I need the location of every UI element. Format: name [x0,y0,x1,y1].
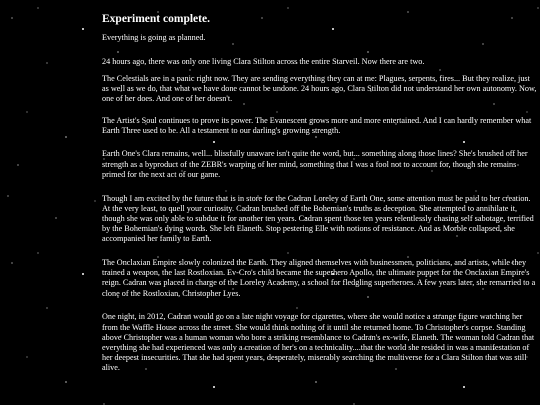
paragraph-artists-soul: The Artist's Soul continues to prove its power. The Evanescent grows more and more entertained. And I can hardly remember what Earth Three used to be. All a testament to our darling's growing strength. [102,115,532,135]
paragraph-onclaxian-empire: The Onclaxian Empire slowly colonized the Earth. They aligned themselves with businessmen, politicians, and artists, while they trained a weapon, the last Rostloxian. Ev-Cro's child became the superhero Apollo, the ultimate puppet for the Onclaxian Empire's reign. Cadran was placed in charge of the Loreley Academy, a school for fledgling superheroes. A few years later, she remarried to a clone of the Rostloxian, Christopher Lyes. [102,258,536,298]
paragraph-cadran-loreley: Though I am excited by the future that is in store for the Cadran Loreley of Earth One, some attention must be paid to her creation. At the very least, to quell your curiosity. Cadran brushed off the Bohemian's truths as deception. She attempted to annihilate it, though she was only able to subdue it for another ten years. Cadran spent those ten years relentlessly chasing self sabotage, terrified by the Bohemian's dying words. She left Elaneth. Stop pestering Elle with notions of resistance. And as Morble collapsed, she accompanied her family to Earth. [102,193,534,244]
paragraph-2012-night: One night, in 2012, Cadran would go on a late night voyage for cigarettes, where she would notice a strange figure watching her from the Waffle House across the street. She would think nothing of it until she returned home. To Christopher's corpse. Standing above Christopher was a human woman who bore a striking resemblance to Cadran's ex-wife, Elaneth. The woman told Cadran that everything she had experienced was only a creation of her's on a technicality....that the world she resided in was a manifestation of her deepest insecurities. That she had spent years, desperately, miserably searching the multiverse for a Clara Stilton that was still alive. [102,312,535,373]
document-body [102,13,538,387]
paragraph-status: Everything is going as planned. [102,33,206,42]
paragraphs [102,33,538,374]
paragraph-earth-one-clara: Earth One's Clara remains, well... blissfully unaware isn't quite the word, but... something along those lines? She's brushed off her strength as a byproduct of the ZEBR's warping of her mind, something that I was a fool not to account for, though she remains primed for the next act of our game. [102,149,528,179]
paragraph-celestials: The Celestials are in a panic right now. They are sending everything they can at me: Plagues, serpents, fires... But they realize, just as well as we do, that what we have done cannot be undone. 24 hours ago, Clara Stilton did not understand her own autonomy. Now, one of her does. And one of her doesn't. [102,73,537,104]
paragraph-clara-count: 24 hours ago, there was only one living Clara Stilton across the entire Starveil. Now there are two. [102,56,425,66]
page-title: Experiment complete. [102,13,210,25]
